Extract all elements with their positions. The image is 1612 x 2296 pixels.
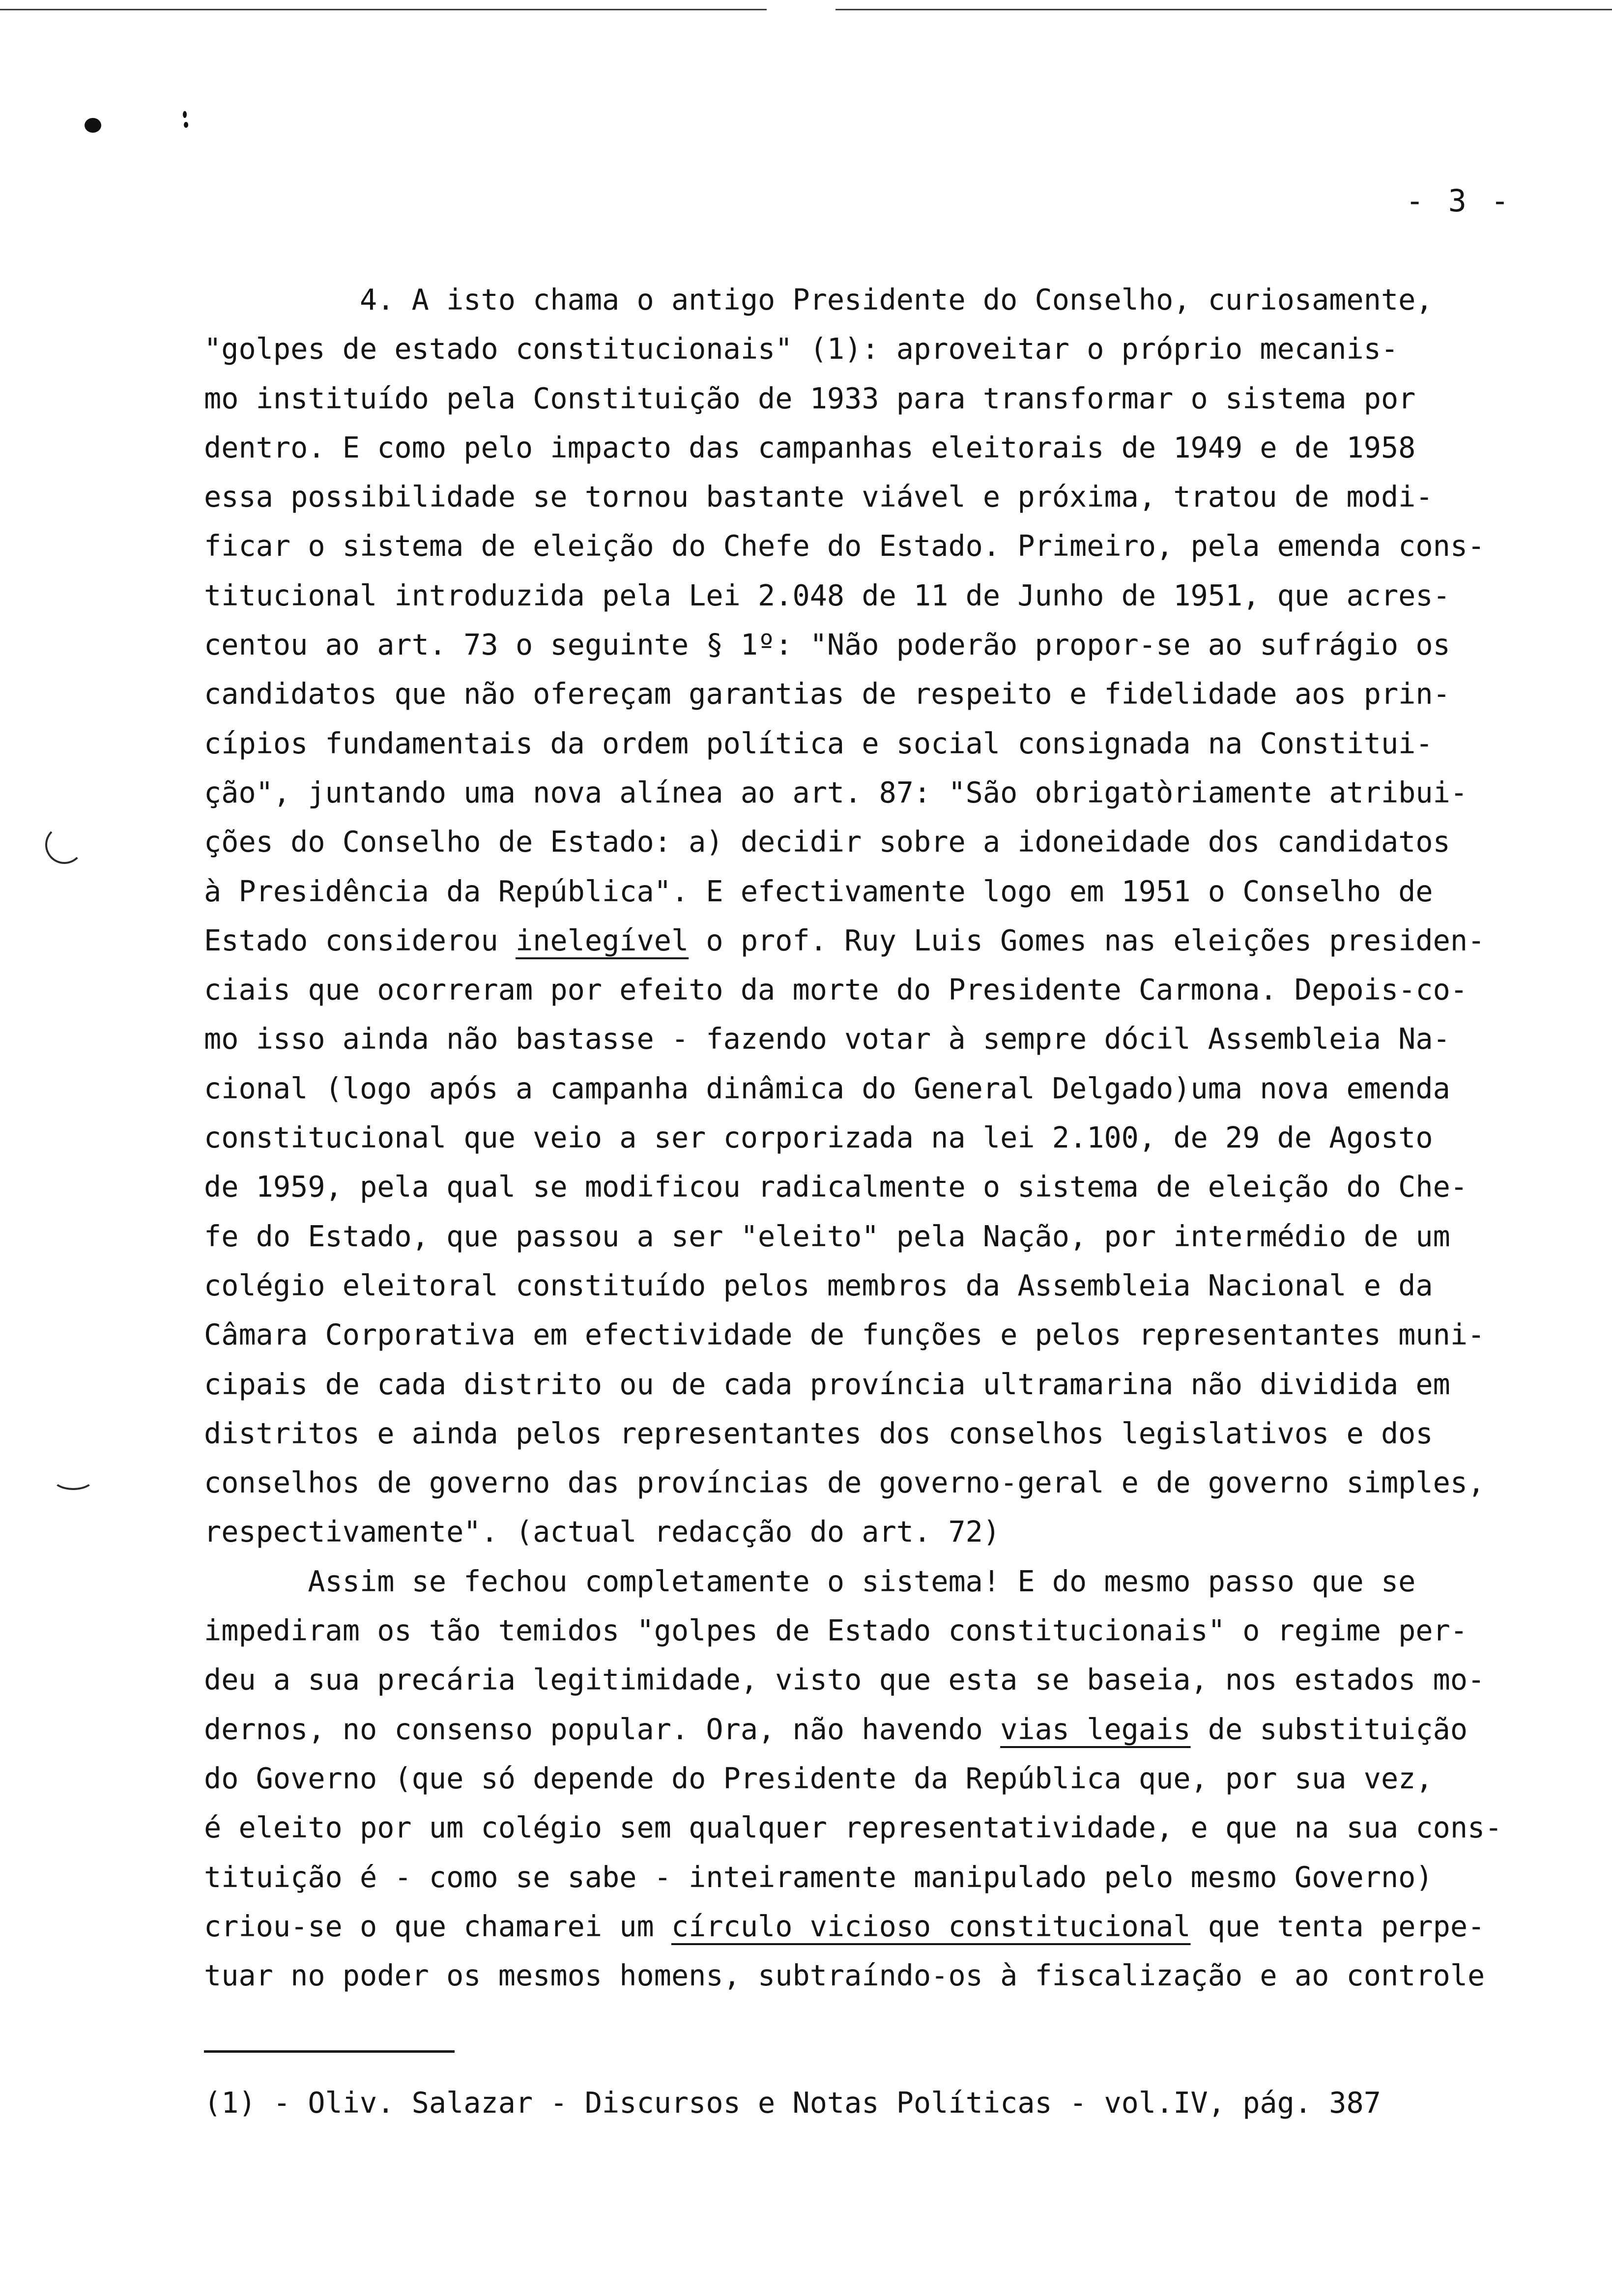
text-line: candidatos que não ofereçam garantias de respeito e fidelidade aos prin- [204,677,1450,711]
text-line: ciais que ocorreram por efeito da morte do Presidente Carmona. Depois-co- [204,973,1468,1007]
text-line: do Governo (que só depende do Presidente da República que, por sua vez, [204,1761,1433,1795]
footnote-divider [204,2050,455,2053]
text-line: titucional introduzida pela Lei 2.048 de 11 de Junho de 1951, que acres- [204,578,1450,612]
underlined-word: inelegível [515,923,689,957]
ink-speck [183,111,187,118]
text-line: centou ao art. 73 o seguinte § 1º: "Não poderão propor-se ao sufrágio os [204,628,1450,662]
ink-speck [85,118,101,133]
text-line: respectivamente". (actual redacção do art. 72) [204,1515,1001,1549]
text-segment: de substituição [1190,1712,1468,1746]
text-line-with-underline [204,1902,1541,1951]
scan-edge-right [835,9,1612,10]
text-line: de 1959, pela qual se modificou radicalmente o sistema de eleição do Che- [204,1170,1468,1204]
text-line: deu a sua precária legitimidade, visto que esta se baseia, nos estados mo- [204,1663,1485,1697]
scan-edge-left [0,9,767,10]
text-line: Câmara Corporativa em efectividade de funções e pelos representantes muni- [204,1318,1485,1352]
text-line: é eleito por um colégio sem qualquer representatividade, e que na sua cons- [204,1811,1502,1845]
text-line: ções do Conselho de Estado: a) decidir sobre a idoneidade dos candidatos [204,825,1450,859]
text-line: fe do Estado, que passou a ser "eleito" pela Nação, por intermédio de um [204,1219,1450,1253]
text-line: "golpes de estado constitucionais" (1): aproveitar o próprio mecanis- [204,332,1399,366]
text-line: 4. A isto chama o antigo Presidente do Conselho, curiosamente, [204,283,1433,316]
text-segment: Estado considerou [204,923,516,957]
page-number: - 3 - [1406,183,1512,219]
text-line: ficar o sistema de eleição do Chefe do Estado. Primeiro, pela emenda cons- [204,529,1485,563]
text-segment: o prof. Ruy Luis Gomes nas eleições presiden- [689,923,1485,957]
margin-pencil-mark [45,826,84,864]
text-line: Assim se fechou completamente o sistema! E do mesmo passo que se [204,1564,1416,1598]
document-body [204,275,1541,2000]
text-line: mo instituído pela Constituição de 1933 para transformar o sistema por [204,381,1416,415]
text-line: distritos e ainda pelos representantes dos conselhos legislativos e dos [204,1416,1433,1450]
underlined-phrase: vias legais [1000,1712,1191,1746]
underlined-phrase: círculo vicioso constitucional [671,1909,1191,1943]
margin-pencil-mark [52,1466,94,1490]
text-line: cional (logo após a campanha dinâmica do General Delgado)uma nova emenda [204,1071,1450,1105]
text-line: tuar no poder os mesmos homens, subtraíndo-os à fiscalização e ao controle [204,1959,1485,1993]
text-segment: dernos, no consenso popular. Ora, não havendo [204,1712,1001,1746]
text-segment: que tenta perpe- [1190,1909,1485,1943]
text-line: ção", juntando uma nova alínea ao art. 87: "São obrigatòriamente atribui- [204,775,1468,809]
text-line: à Presidência da República". E efectivamente logo em 1951 o Conselho de [204,874,1433,908]
text-line: cípios fundamentais da ordem política e social consignada na Constitui- [204,726,1433,760]
text-segment: criou-se o que chamarei um [204,1909,671,1943]
footnote: (1) - Oliv. Salazar - Discursos e Notas Políticas - vol.IV, pág. 387 [204,2086,1381,2120]
text-line: essa possibilidade se tornou bastante viável e próxima, tratou de modi- [204,480,1433,514]
text-line-with-underline [204,1705,1541,1754]
text-line: tituição é - como se sabe - inteiramente manipulado pelo mesmo Governo) [204,1860,1433,1894]
text-line: cipais de cada distrito ou de cada província ultramarina não dividida em [204,1367,1450,1401]
text-line: impediram os tão temidos "golpes de Estado constitucionais" o regime per- [204,1614,1468,1648]
text-line: dentro. E como pelo impacto das campanhas eleitorais de 1949 e de 1958 [204,430,1416,464]
text-line-with-underline [204,916,1541,965]
text-line: constitucional que veio a ser corporizada na lei 2.100, de 29 de Agosto [204,1121,1433,1155]
text-line: colégio eleitoral constituído pelos membros da Assembleia Nacional e da [204,1268,1433,1302]
text-line: mo isso ainda não bastasse - fazendo votar à sempre dócil Assembleia Na- [204,1022,1450,1056]
text-line: conselhos de governo das províncias de governo-geral e de governo simples, [204,1466,1485,1500]
ink-speck [184,122,188,128]
